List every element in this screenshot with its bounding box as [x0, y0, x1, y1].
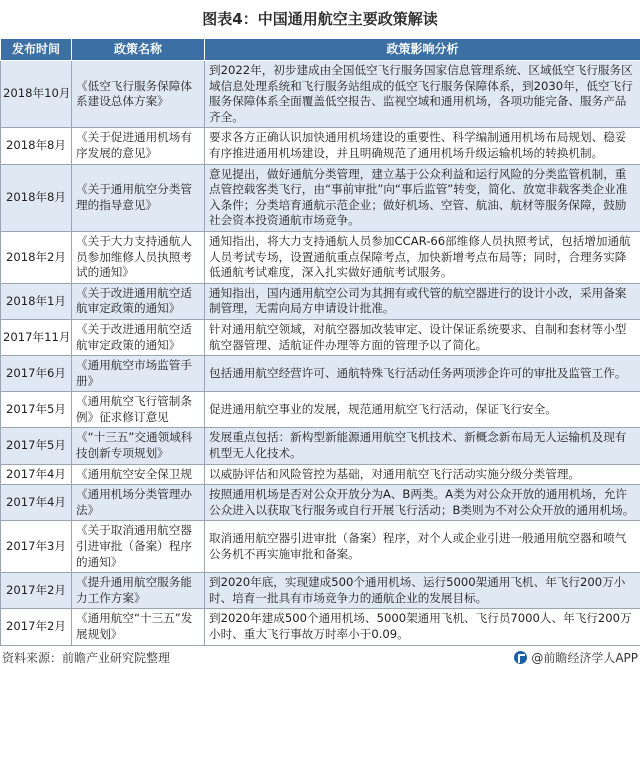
- cell-policy-name: 《通用机场分类管理办法》: [72, 485, 205, 521]
- cell-date: 2018年8月: [1, 164, 72, 231]
- cell-policy-name: 《关于取消通用航空器引进审批（备案）程序的通知》: [72, 521, 205, 573]
- cell-date: 2017年5月: [1, 392, 72, 428]
- cell-analysis: 按照通用机场是否对公众开放分为A、B两类。A类为对公众开放的通用机场，允许公众进入以获取飞行服务或自行开展飞行活动；B类则为不对公众开放的通用机场。: [205, 485, 640, 521]
- table-row: [1, 61, 640, 128]
- cell-date: 2017年11月: [1, 319, 72, 355]
- table-row: [1, 464, 640, 485]
- table-row: [1, 319, 640, 355]
- cell-policy-name: 《关于改进通用航空适航审定政策的通知》: [72, 283, 205, 319]
- cell-date: 2018年1月: [1, 283, 72, 319]
- header-date: 发布时间: [1, 39, 72, 61]
- cell-analysis: 到2022年，初步建成由全国低空飞行服务国家信息管理系统、区域低空飞行服务区域信息处理系统和飞行服务站组成的低空飞行服务保障体系，到2030年，低空飞行服务保障体系全面覆盖低空报告、监视空域和通用机场，各项功能完备、服务产品齐全。: [205, 61, 640, 128]
- header-analysis: 政策影响分析: [205, 39, 640, 61]
- cell-date: 2017年2月: [1, 573, 72, 609]
- table-body: [1, 61, 640, 646]
- cell-date: 2018年10月: [1, 61, 72, 128]
- table-row: [1, 128, 640, 164]
- cell-analysis: 针对通用航空领域，对航空器加改装审定、设计保证系统要求、自制和套材等小型航空器管理、适航证件办理等方面的管理予以了简化。: [205, 319, 640, 355]
- page-title: 图表4：中国通用航空主要政策解读: [202, 10, 438, 28]
- table-row: [1, 231, 640, 283]
- cell-analysis: 到2020年底，实现建成500个通用机场、运行5000架通用飞机、年飞行200万小时、培育一批具有市场竞争力的通航企业的发展目标。: [205, 573, 640, 609]
- cell-date: 2017年4月: [1, 485, 72, 521]
- cell-date: 2017年2月: [1, 609, 72, 645]
- table-header-row: [1, 39, 640, 61]
- brand-label: @前瞻经济学人APP: [531, 651, 638, 666]
- policy-table: [0, 38, 640, 646]
- cell-analysis: 通知指出，国内通用航空公司为其拥有或代管的航空器进行的设计小改，采用备案制管理，无需向局方申请设计批准。: [205, 283, 640, 319]
- cell-date: 2017年4月: [1, 464, 72, 485]
- cell-policy-name: 《关于改进通用航空适航审定政策的通知》: [72, 319, 205, 355]
- table-row: [1, 609, 640, 645]
- source-note: 资料来源：前瞻产业研究院整理: [2, 651, 171, 666]
- cell-date: 2017年6月: [1, 356, 72, 392]
- cell-policy-name: 《关于通用航空分类管理的指导意见》: [72, 164, 205, 231]
- table-row: [1, 521, 640, 573]
- cell-analysis: 以威胁评估和风险管控为基础，对通用航空飞行活动实施分级分类管理。: [205, 464, 640, 485]
- cell-policy-name: 《通用航空飞行管制条例》征求修订意见: [72, 392, 205, 428]
- table-row: [1, 164, 640, 231]
- cell-analysis: 包括通用航空经营许可、通航特殊飞行活动任务两项涉企许可的审批及监管工作。: [205, 356, 640, 392]
- table-row: [1, 283, 640, 319]
- cell-date: 2018年2月: [1, 231, 72, 283]
- footer: [0, 646, 640, 670]
- qianzhan-logo-icon: [514, 651, 527, 664]
- cell-policy-name: 《低空飞行服务保障体系建设总体方案》: [72, 61, 205, 128]
- table-row: [1, 356, 640, 392]
- cell-analysis: 要求各方正确认识加快通用机场建设的重要性、科学编制通用机场布局规划、稳妥有序推进通用机场建设，并且明确规范了通用机场升级运输机场的转换机制。: [205, 128, 640, 164]
- cell-policy-name: 《通用航空安全保卫规: [72, 464, 205, 485]
- cell-analysis: 取消通用航空器引进审批（备案）程序，对个人或企业引进一般通用航空器和喷气公务机不再实施审批和备案。: [205, 521, 640, 573]
- table-row: [1, 428, 640, 464]
- table-row: [1, 392, 640, 428]
- cell-date: 2017年3月: [1, 521, 72, 573]
- cell-analysis: 促进通用航空事业的发展，规范通用航空飞行活动，保证飞行安全。: [205, 392, 640, 428]
- cell-date: 2017年5月: [1, 428, 72, 464]
- cell-analysis: 到2020年建成500个通用机场、5000架通用飞机、飞行员7000人、年飞行200万小时、重大飞行事故万时率小于0.09。: [205, 609, 640, 645]
- table-row: [1, 573, 640, 609]
- cell-policy-name: 《通用航空“十三五”发展规划》: [72, 609, 205, 645]
- cell-policy-name: 《“十三五”交通领域科技创新专项规划》: [72, 428, 205, 464]
- cell-date: 2018年8月: [1, 128, 72, 164]
- cell-analysis: 发展重点包括：新构型新能源通用航空飞机技术、新概念新布局无人运输机及现有机型无人化技术。: [205, 428, 640, 464]
- cell-policy-name: 《通用航空市场监管手册》: [72, 356, 205, 392]
- cell-policy-name: 《提升通用航空服务能力工作方案》: [72, 573, 205, 609]
- header-policy-name: 政策名称: [72, 39, 205, 61]
- cell-policy-name: 《关于大力支持通航人员参加维修人员执照考试的通知》: [72, 231, 205, 283]
- cell-analysis: 通知指出，将大力支持通航人员参加CCAR-66部维修人员执照考试，包括增加通航人员考试专场，设置通航重点保障考点，加快新增考点布局等；同时，合理务实降低通航考试难度，深入扎实做好通航考试服务。: [205, 231, 640, 283]
- brand-credit: [514, 649, 638, 666]
- table-row: [1, 485, 640, 521]
- cell-analysis: 意见提出，做好通航分类管理，建立基于公众利益和运行风险的分类监管机制，重点管控载客类飞行，由“事前审批”向“事后监管”转变，简化、放宽非载客类企业准入条件；分类培育通航示范企业；做好机场、空管、航油、航材等服务保障，鼓励社会资本投资通航市场竞争。: [205, 164, 640, 231]
- cell-policy-name: 《关于促进通用机场有序发展的意见》: [72, 128, 205, 164]
